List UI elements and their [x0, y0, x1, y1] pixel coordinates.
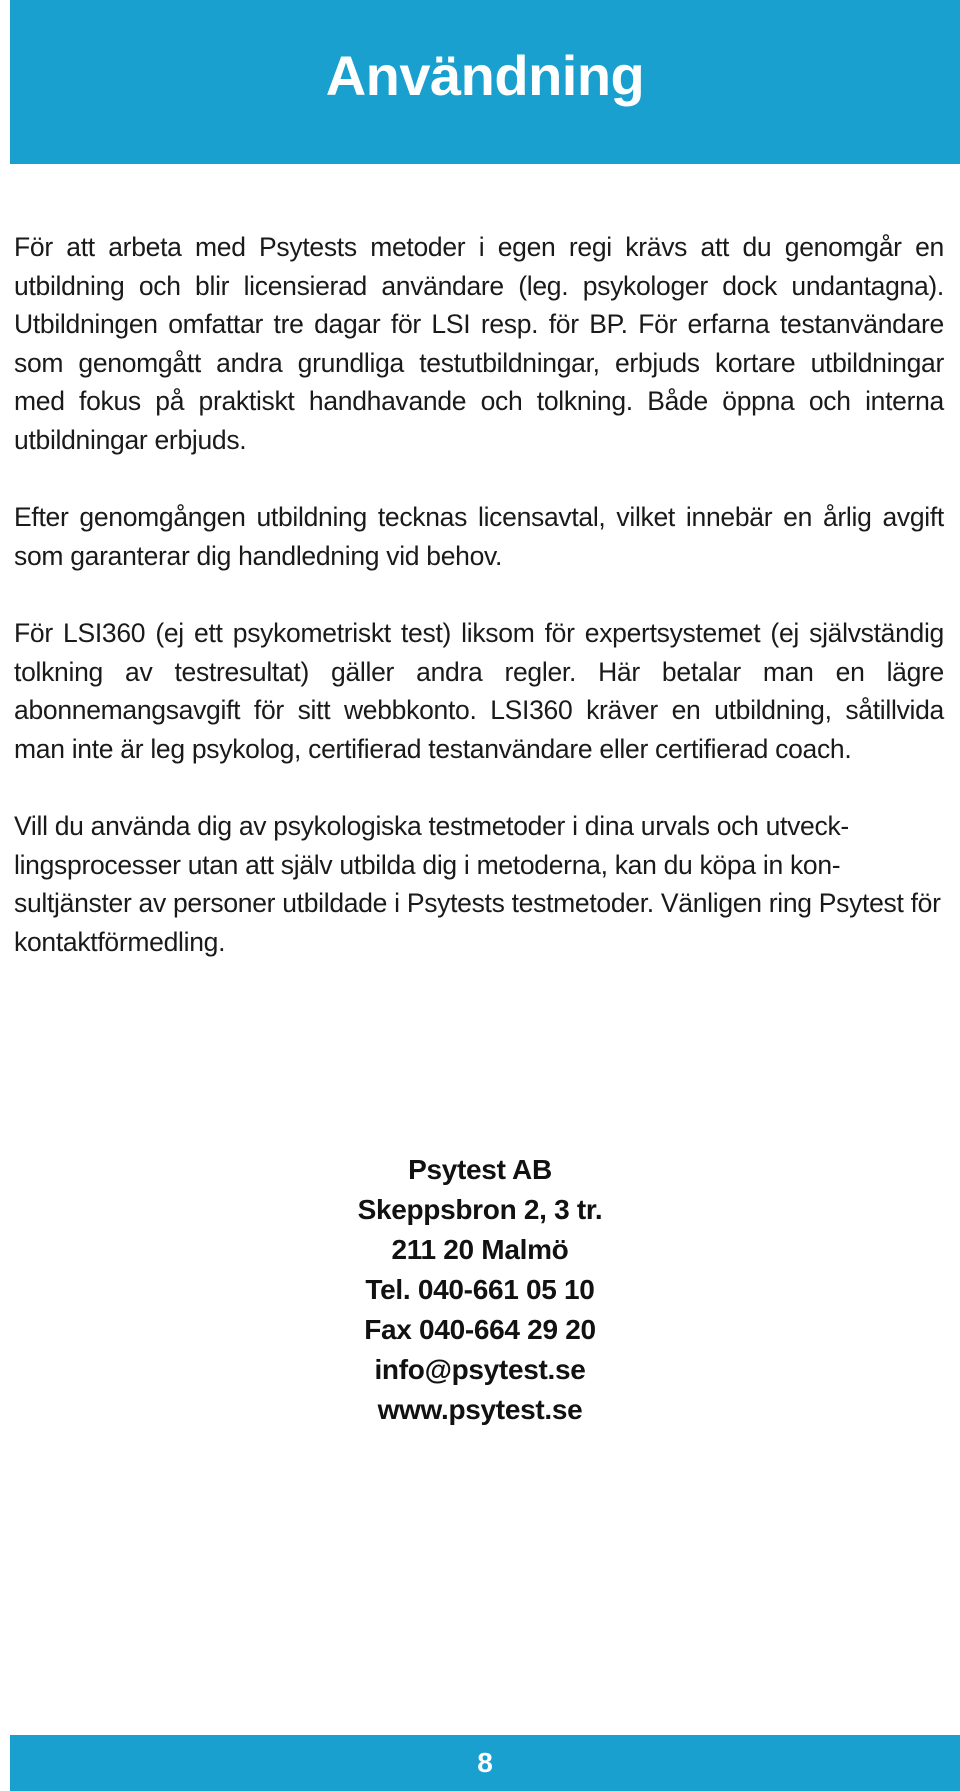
paragraph-license: Efter genomgången utbildning tecknas licensavtal, vilket innebär en årlig avgift som garanterar dig handledning vid behov. — [14, 502, 944, 571]
header-bar — [10, 0, 960, 164]
footer-bar — [10, 1735, 960, 1791]
paragraph-lsi360: För LSI360 (ej ett psykometriskt test) liksom för expertsystemet (ej självständig tolkning av testresultat) gäller andra regler. Här betalar man en lägre abonnemangsavgift för sitt webbkonto. LSI360 kräver en utbildning, såtillvida man inte är leg psykolog, certifierad testanvändare eller certifierad coach. — [14, 618, 944, 764]
website-link[interactable]: www.psytest.se — [377, 1394, 583, 1425]
paragraph-consulting: Vill du använda dig av psykologiska testmetoder i dina urvals och utvecklingsprocesser utan att själv utbilda dig i metoderna, kan du köpa in konsultjänster av personer utbildade i Psytests testmetoder. Vänligen ring Psytest för kontaktförmedling. — [14, 811, 941, 957]
paragraph-training: För att arbeta med Psytests metoder i egen regi krävs att du genomgår en utbildning och blir licensierad användare (leg. psykologer dock undantagna). Utbildningen omfattar tre dagar för LSI resp. för BP. För erfarna testanvändare som genomgått andra grundliga testutbildningar, erbjuds kortare utbildningar med fokus på praktiskt handhavande och tolkning. Både öppna och interna utbildningar erbjuds. — [14, 232, 944, 455]
street-address: Skeppsbron 2, 3 tr. — [357, 1194, 603, 1225]
phone-number: Tel. 040-661 05 10 — [365, 1274, 595, 1305]
fax-number: Fax 040-664 29 20 — [364, 1314, 596, 1345]
company-name: Psytest AB — [408, 1154, 552, 1185]
contact-info — [0, 1150, 960, 1430]
email-link[interactable]: info@psytest.se — [374, 1354, 586, 1385]
page-number: 8 — [477, 1747, 493, 1778]
page-title: Användning — [325, 44, 645, 107]
main-content — [14, 228, 944, 961]
postal-city: 211 20 Malmö — [391, 1234, 569, 1265]
